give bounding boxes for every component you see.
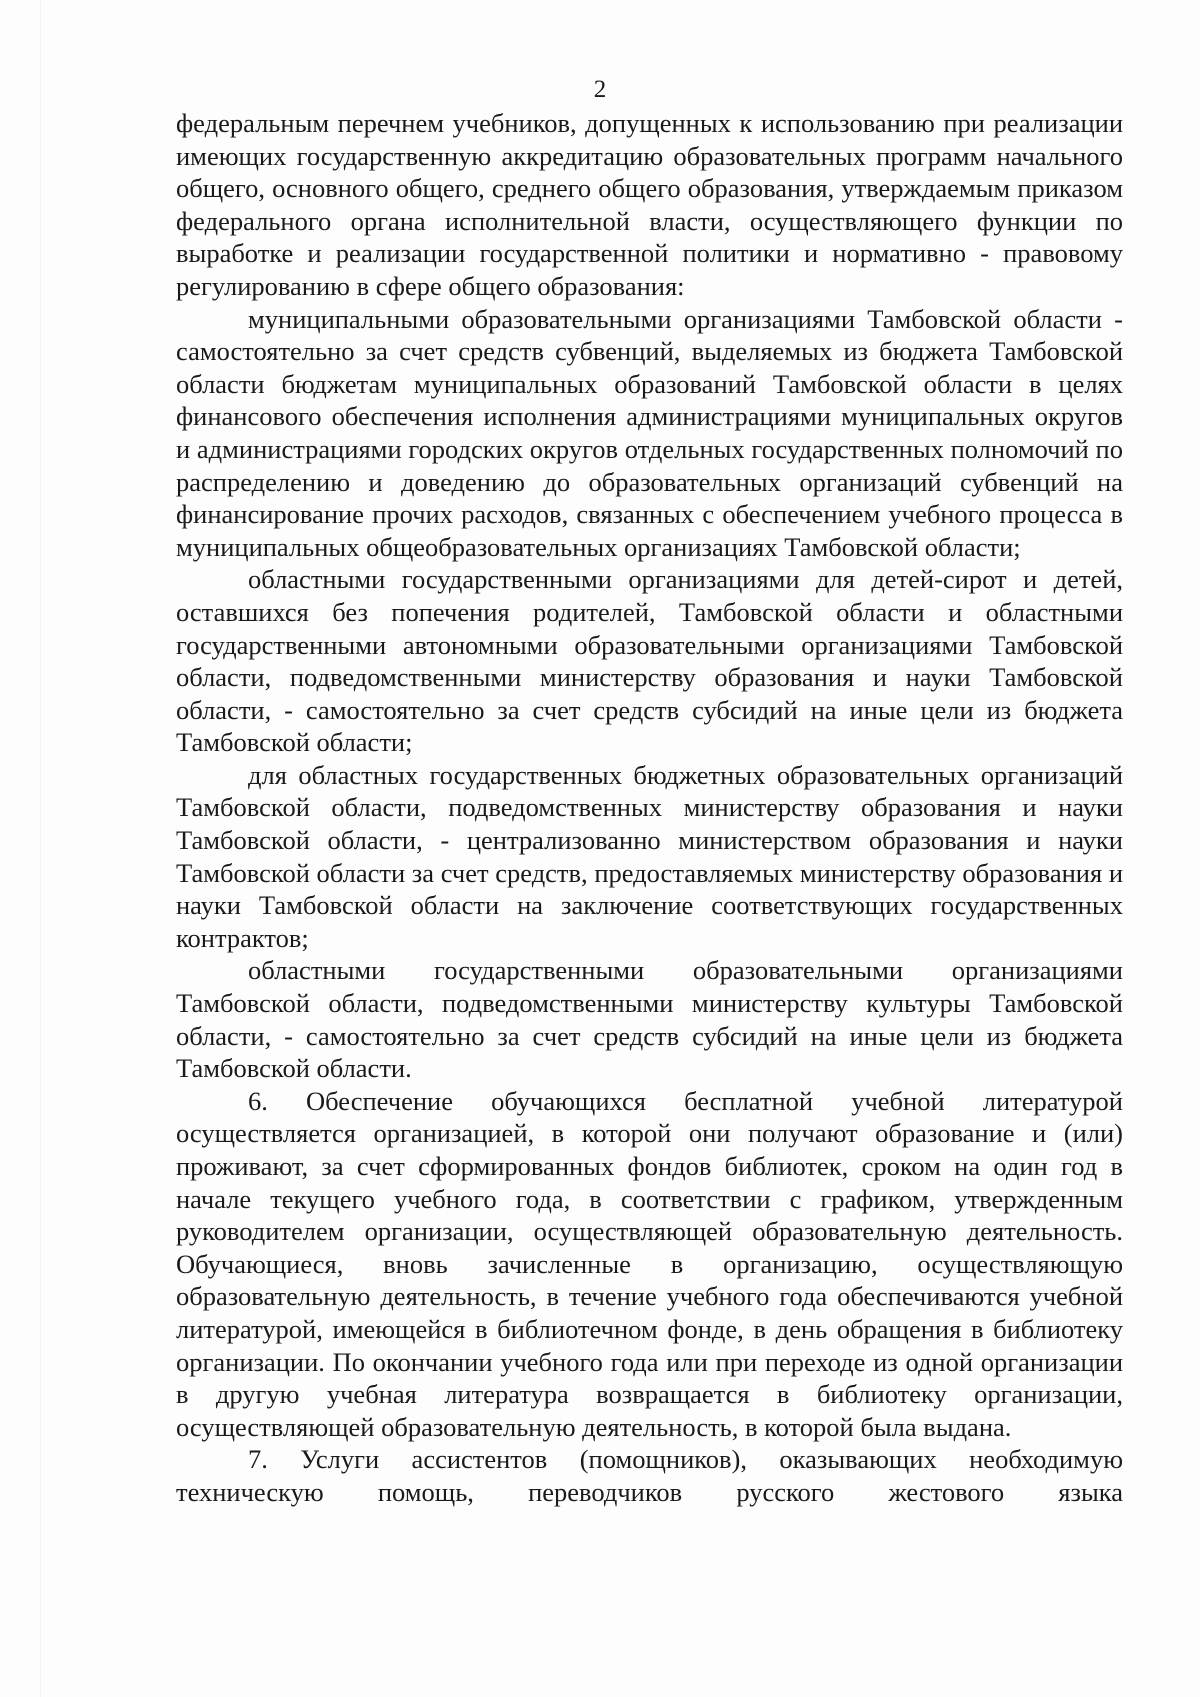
paragraph-federal-list: федеральным перечнем учебников, допущенных к использованию при реализации имеющих государственную аккредитацию образовательных программ начального общего, основного общего, среднего общего образования, утверждаемым приказом федерального органа исполнительной власти, осуществляющего функции по выработке и реализации государственной политики и нормативно - правовому регулированию в сфере общего образования: (176, 108, 1123, 301)
paragraph-item-7: 7. Услуги ассистентов (помощников), оказывающих необходимую техническую помощь, переводчиков русского жестового языка (176, 1444, 1123, 1507)
paragraph-budget-organizations: для областных государственных бюджетных образовательных организаций Тамбовской области, подведомственных министерству образования и науки Тамбовской области, - централизованно министерством образования и науки Тамбовской области за счет средств, предоставляемых министерству образования и науки Тамбовской области на заключение соответствующих государственных контрактов; (176, 759, 1123, 953)
document-body (176, 107, 1123, 1509)
paragraph-municipal-organizations: муниципальными образовательными организациями Тамбовской области - самостоятельно за счет средств субвенций, выделяемых из бюджета Тамбовской области бюджетам муниципальных образований Тамбовской области в целях финансового обеспечения исполнения администрациями муниципальных округов и администрациями городских округов отдельных государственных полномочий по распределению и доведению до образовательных организаций субвенций на финансирование прочих расходов, связанных с обеспечением учебного процесса в муниципальных общеобразовательных организациях Тамбовской области; (176, 303, 1123, 562)
paragraph-orphan-organizations: областными государственными организациями для детей-сирот и детей, оставшихся без попечения родителей, Тамбовской области и областными государственными автономными образовательными организациями Тамбовской области, подведомственными министерству образования и науки Тамбовской области, - самостоятельно за счет средств субсидий на иные цели из бюджета Тамбовской области; (176, 564, 1123, 758)
paragraph-culture-organizations: областными государственными образовательными организациями Тамбовской области, подведомственными министерству культуры Тамбовской области, - самостоятельно за счет средств субсидий на иные цели из бюджета Тамбовской области. (176, 955, 1123, 1084)
scan-edge (40, 0, 41, 1697)
paragraph-item-6: 6. Обеспечение обучающихся бесплатной учебной литературой осуществляется организацией, в которой они получают образование и (или) проживают, за счет сформированных фондов библиотек, сроком на один год в начале текущего учебного года, в соответствии с графиком, утвержденным руководителем организации, осуществляющей образовательную деятельность. Обучающиеся, вновь зачисленные в организацию, осуществляющую образовательную деятельность, в течение учебного года обеспечиваются учебной литературой, имеющейся в библиотечном фонде, в день обращения в библиотеку организации. По окончании учебного года или при переходе из одной организации в другую учебная литература возвращается в библиотеку организации, осуществляющей образовательную деятельность, в которой была выдана. (176, 1085, 1123, 1442)
page-number: 2 (593, 76, 607, 103)
